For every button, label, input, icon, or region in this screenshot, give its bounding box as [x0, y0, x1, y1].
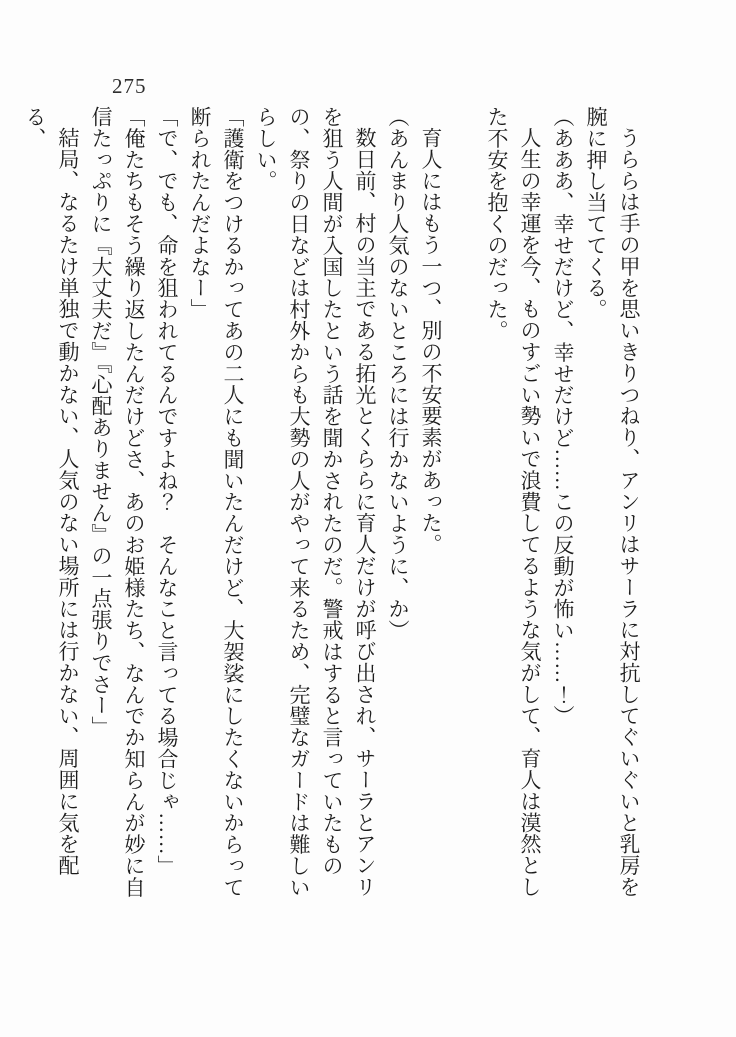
paragraph: うららは手の甲を思いきりつねり、アンリはサーラに対抗してぐいぐいと乳房を腕に押し当ててくる。	[584, 106, 641, 898]
paragraph: 数日前、村の当主である拓光とくららに育人だけが呼び出され、サーラとアンリを狙う人間が入国したという話を聞かされたのだ。警戒はすると言っていたものの、祭りの日などは村外からも大勢の人がやって来るため、完璧なガードは難しいらしい。	[254, 106, 377, 898]
paragraph-break	[447, 106, 480, 918]
paragraph: 「俺たちもそう繰り返したんだけどさ、あのお姫様たち、なんでか知らんが妙に自信たっぷりに『大丈夫だ』『心配ありません』の一点張りでさー」	[89, 106, 146, 898]
paragraph: 人生の幸運を今、ものすごい勢いで浪費してるような気がして、育人は漠然とした不安を抱くのだった。	[485, 106, 542, 898]
page-number: 275	[112, 74, 147, 98]
text-block	[23, 106, 645, 918]
paragraph: 「護衛をつけるかってあの二人にも聞いたんだけど、大袈裟にしたくないからって断られたんだよなー」	[188, 106, 245, 898]
paragraph: （あんまり人気のないところには行かないように、か）	[386, 106, 410, 641]
paragraph: 育人にはもう一つ、別の不安要素があった。	[419, 127, 443, 556]
paragraph: 「で、でも、命を狙われてるんですよね？ そんなこと言ってる場合じゃ……」	[155, 106, 179, 877]
paragraph: 結局、なるたけ単独で動かない、人気のない場所には行かない、周囲に気を配る、	[23, 106, 80, 877]
paragraph: （あああ、幸せだけど、幸せだけど……この反動が怖い……！）	[551, 106, 575, 727]
